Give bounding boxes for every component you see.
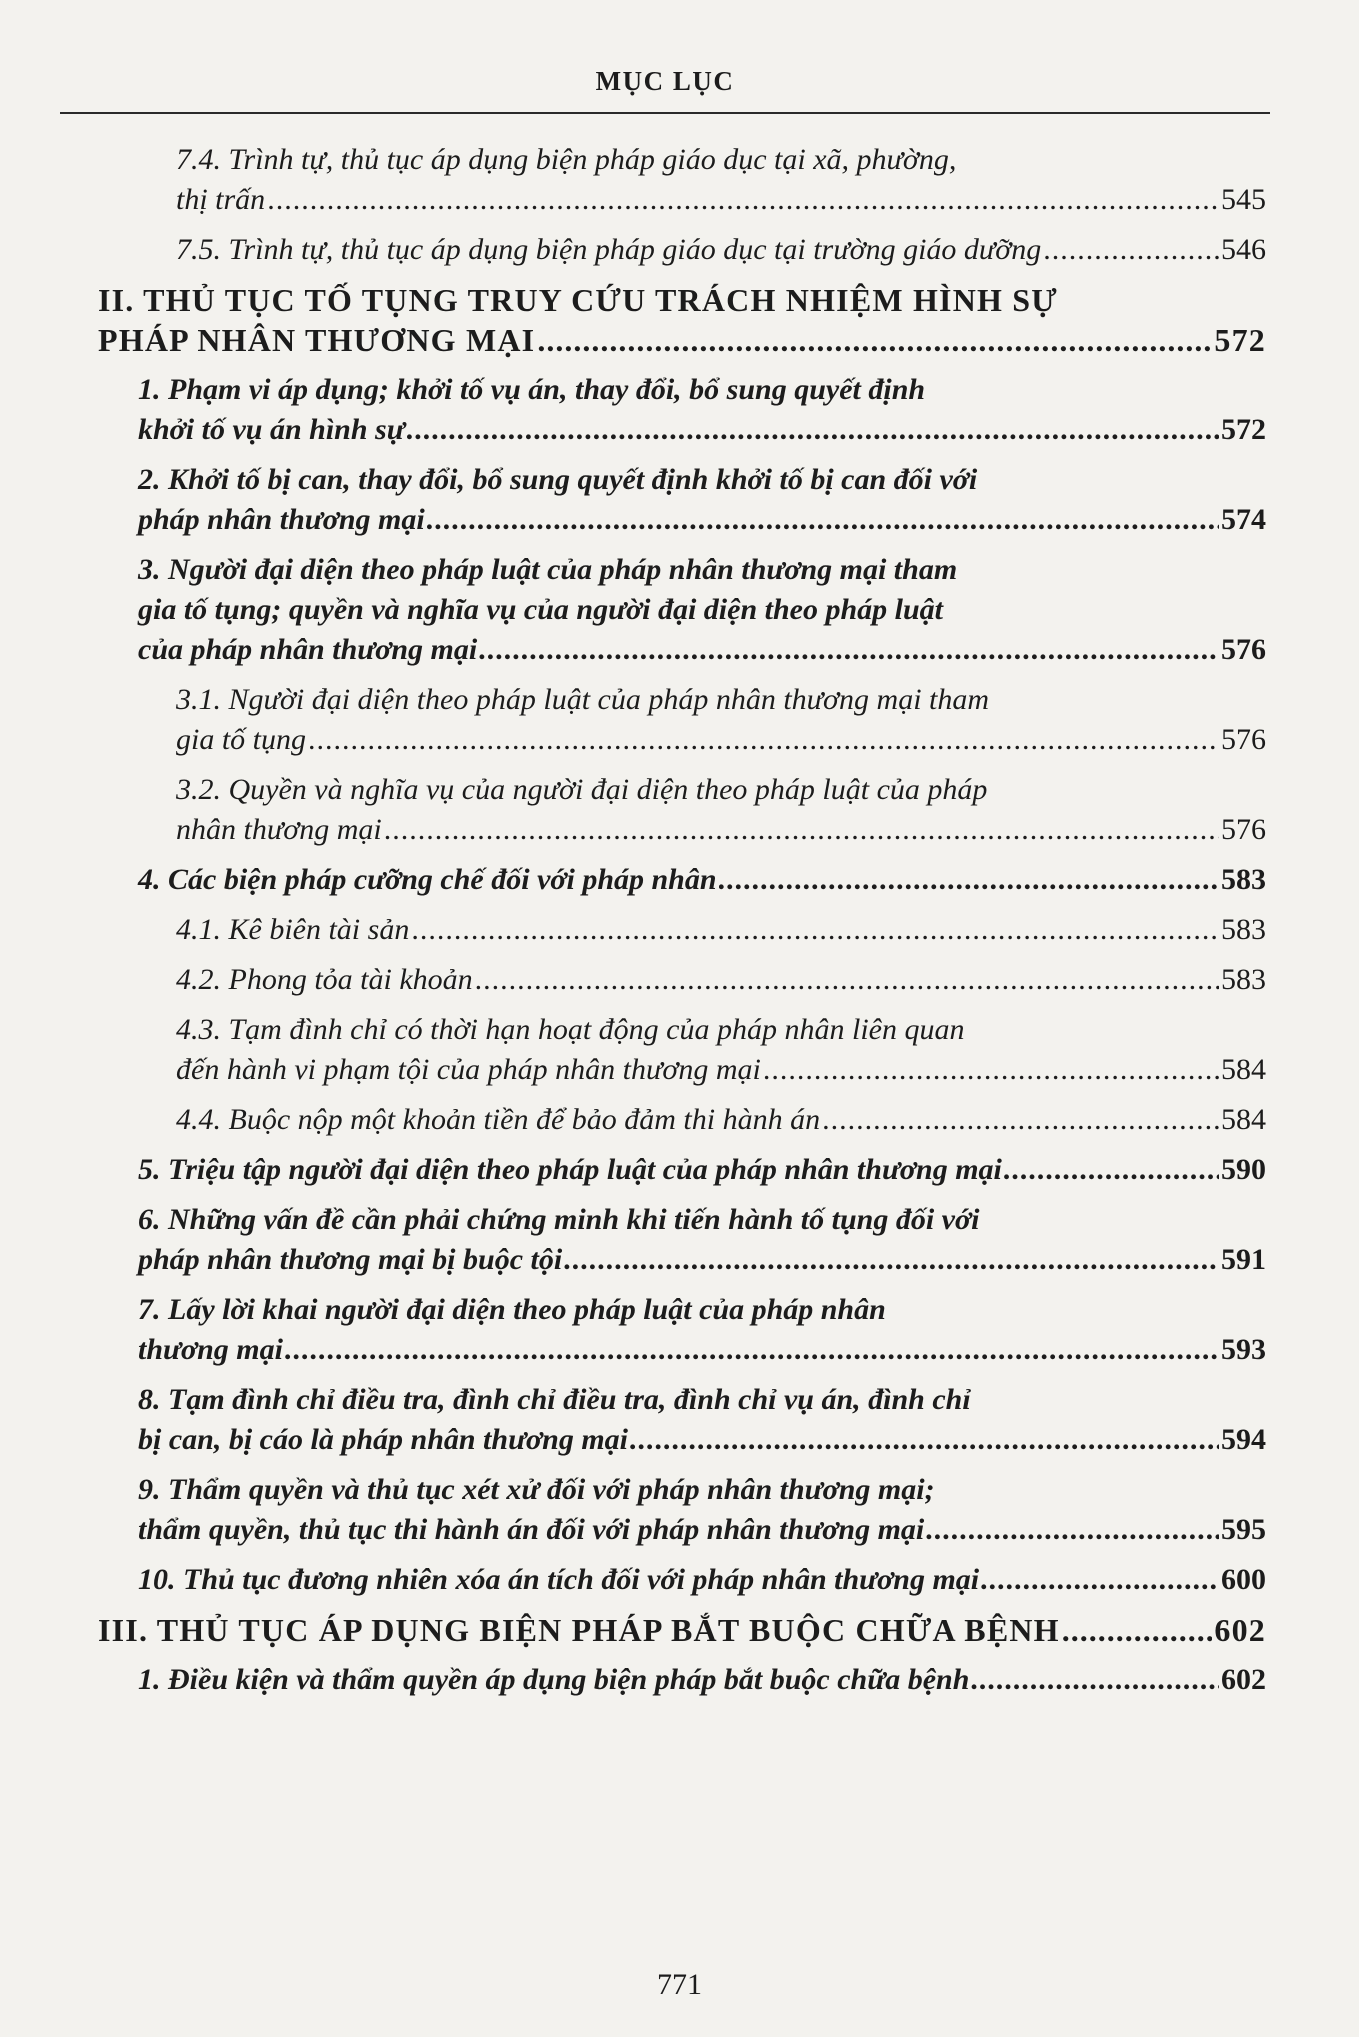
toc-entry-title: pháp nhân thương mại: [138, 503, 425, 536]
toc-entry-last-line: [176, 180, 1266, 220]
toc-page-number: 583: [1221, 863, 1266, 896]
toc-entry-title: thị trấn: [176, 183, 266, 216]
toc-entry-last-line: [138, 410, 1266, 450]
toc-entry-last-line: [138, 1240, 1266, 1280]
toc-entry-last-line: [176, 1100, 1266, 1140]
toc-page-number: 600: [1221, 1563, 1266, 1596]
toc-entry-last-line: [176, 960, 1266, 1000]
toc-page-number: 576: [1221, 633, 1266, 666]
toc-page-number: 602: [1214, 1612, 1266, 1648]
toc-entry-title: 5. Triệu tập người đại diện theo pháp luật của pháp nhân thương mại: [138, 1153, 1002, 1186]
toc-entry-line: 8. Tạm đình chỉ điều tra, đình chỉ điều tra, đình chỉ vụ án, đình chỉ: [138, 1383, 971, 1416]
toc-entry[interactable]: [98, 1010, 1266, 1090]
toc-entry-last-line: [138, 860, 1266, 900]
leader-dots: [822, 1100, 1219, 1140]
toc-page-number: 545: [1221, 183, 1266, 216]
toc-entry-line: 7. Lấy lời khai người đại diện theo pháp luật của pháp nhân: [138, 1293, 886, 1326]
toc-page-number: 584: [1221, 1053, 1266, 1086]
toc-entry-line: 6. Những vấn đề cần phải chứng minh khi tiến hành tố tụng đối với: [138, 1203, 980, 1236]
toc-entry-title: 4.1. Kê biên tài sản: [176, 913, 410, 946]
toc-entry-title: III. THỦ TỤC ÁP DỤNG BIỆN PHÁP BẮT BUỘC CHỮA BỆNH: [98, 1612, 1060, 1648]
toc-entry-last-line: [176, 910, 1266, 950]
toc-entry-line: 3.1. Người đại diện theo pháp luật của pháp nhân thương mại tham: [176, 683, 990, 716]
toc-entry[interactable]: [98, 370, 1266, 450]
leader-dots: [384, 810, 1219, 850]
toc-entry-title: PHÁP NHÂN THƯƠNG MẠI: [98, 322, 536, 358]
leader-dots: [427, 500, 1219, 540]
toc-page-number: 584: [1221, 1103, 1266, 1136]
toc-page-number: 593: [1221, 1333, 1266, 1366]
toc-entry-title: nhân thương mại: [176, 813, 382, 846]
toc-entry[interactable]: [98, 1660, 1266, 1700]
toc-entry-last-line: [138, 1560, 1266, 1600]
toc-entry[interactable]: [98, 460, 1266, 540]
toc-page-number: 576: [1221, 723, 1266, 756]
leader-dots: [267, 180, 1219, 220]
toc-entry-title: 1. Điều kiện và thẩm quyền áp dụng biện pháp bắt buộc chữa bệnh: [138, 1663, 970, 1696]
toc-entry-last-line: [138, 500, 1266, 540]
toc-entry-title: 4.2. Phong tỏa tài khoản: [176, 963, 473, 996]
toc-page-number: 546: [1221, 233, 1266, 266]
leader-dots: [926, 1510, 1219, 1550]
leader-dots: [537, 320, 1212, 360]
toc-entry-line: II. THỦ TỤC TỐ TỤNG TRUY CỨU TRÁCH NHIỆM HÌNH SỰ: [98, 282, 1058, 318]
toc-page-number: 572: [1221, 413, 1266, 446]
running-header: [60, 60, 1270, 114]
toc-entry-last-line: [98, 320, 1266, 360]
toc-entry-line: 7.4. Trình tự, thủ tục áp dụng biện pháp giáo dục tại xã, phường,: [176, 143, 957, 176]
toc-entry-last-line: [138, 1330, 1266, 1370]
toc-entry-title: 4. Các biện pháp cưỡng chế đối với pháp nhân: [138, 863, 717, 896]
toc-entry-title: 10. Thủ tục đương nhiên xóa án tích đối với pháp nhân thương mại: [138, 1563, 980, 1596]
toc-entry-title: khởi tố vụ án hình sự: [138, 413, 405, 446]
toc-entry[interactable]: [98, 1470, 1266, 1550]
toc-entry-title: của pháp nhân thương mại: [138, 633, 478, 666]
leader-dots: [1062, 1610, 1213, 1650]
toc-entry[interactable]: [98, 1380, 1266, 1460]
toc-entry-title: thương mại: [138, 1333, 283, 1366]
toc-entry-title: bị can, bị cáo là pháp nhân thương mại: [138, 1423, 629, 1456]
toc-entry-line: gia tố tụng; quyền và nghĩa vụ của người đại diện theo pháp luật: [138, 593, 944, 626]
toc-entry-last-line: [138, 1660, 1266, 1700]
toc-page-number: 591: [1221, 1243, 1266, 1276]
toc-page-number: 572: [1214, 322, 1266, 358]
toc-entry-title: gia tố tụng: [176, 723, 307, 756]
toc-entry[interactable]: [98, 1150, 1266, 1190]
header-title: MỤC LỤC: [595, 66, 735, 96]
toc-entry[interactable]: [98, 140, 1266, 220]
toc-entry-last-line: [176, 230, 1266, 270]
toc-entry-line: 3.2. Quyền và nghĩa vụ của người đại diện theo pháp luật của pháp: [176, 773, 988, 806]
toc-entry[interactable]: [98, 770, 1266, 850]
toc-page-number: 594: [1221, 1423, 1266, 1456]
toc-entry-title: đến hành vi phạm tội của pháp nhân thương mại: [176, 1053, 761, 1086]
leader-dots: [479, 630, 1219, 670]
toc-page-number: 602: [1221, 1663, 1266, 1696]
toc-entry[interactable]: [98, 1610, 1266, 1650]
toc-page-number: 574: [1221, 503, 1266, 536]
toc-entry-line: 9. Thẩm quyền và thủ tục xét xử đối với pháp nhân thương mại;: [138, 1473, 935, 1506]
toc-entry[interactable]: [98, 280, 1266, 360]
toc-entry-line: 4.3. Tạm đình chỉ có thời hạn hoạt động của pháp nhân liên quan: [176, 1013, 965, 1046]
toc-entry-last-line: [138, 1420, 1266, 1460]
leader-dots: [407, 410, 1219, 450]
toc-entry-last-line: [98, 1610, 1266, 1650]
leader-dots: [1004, 1150, 1219, 1190]
toc-entry[interactable]: [98, 680, 1266, 760]
toc-entry-line: 1. Phạm vi áp dụng; khởi tố vụ án, thay đổi, bổ sung quyết định: [138, 373, 926, 406]
toc-entry[interactable]: [98, 550, 1266, 670]
toc-page-number: 583: [1221, 963, 1266, 996]
toc-entry-last-line: [138, 1150, 1266, 1190]
toc-entry-last-line: [176, 1050, 1266, 1090]
leader-dots: [719, 860, 1219, 900]
leader-dots: [1043, 230, 1219, 270]
leader-dots: [763, 1050, 1219, 1090]
toc-entry[interactable]: [98, 1200, 1266, 1280]
toc-entry-title: 4.4. Buộc nộp một khoản tiền để bảo đảm thi hành án: [176, 1103, 821, 1136]
toc-entry[interactable]: [98, 860, 1266, 900]
toc-entry-last-line: [176, 810, 1266, 850]
leader-dots: [411, 910, 1219, 950]
toc-entry[interactable]: [98, 1560, 1266, 1600]
toc-entry-title: 7.5. Trình tự, thủ tục áp dụng biện pháp giáo dục tại trường giáo dưỡng: [176, 233, 1042, 266]
leader-dots: [308, 720, 1219, 760]
toc-entry[interactable]: [98, 230, 1266, 270]
leader-dots: [475, 960, 1219, 1000]
toc-entry-title: thẩm quyền, thủ tục thi hành án đối với pháp nhân thương mại: [138, 1513, 925, 1546]
toc-entry-title: pháp nhân thương mại bị buộc tội: [138, 1243, 563, 1276]
toc-entry[interactable]: [98, 1290, 1266, 1370]
toc-entry-last-line: [138, 630, 1266, 670]
toc-entry-last-line: [138, 1510, 1266, 1550]
toc-entry[interactable]: [98, 960, 1266, 1000]
leader-dots: [981, 1560, 1219, 1600]
toc-entry-line: 3. Người đại diện theo pháp luật của pháp nhân thương mại tham: [138, 553, 958, 586]
toc-entry[interactable]: [98, 910, 1266, 950]
leader-dots: [564, 1240, 1219, 1280]
toc-page-number: 576: [1221, 813, 1266, 846]
toc-page-number: 590: [1221, 1153, 1266, 1186]
leader-dots: [630, 1420, 1219, 1460]
toc-entry-line: 2. Khởi tố bị can, thay đổi, bổ sung quyết định khởi tố bị can đối với: [138, 463, 978, 496]
leader-dots: [971, 1660, 1219, 1700]
leader-dots: [285, 1330, 1219, 1370]
toc-page-number: 583: [1221, 913, 1266, 946]
toc-entry-last-line: [176, 720, 1266, 760]
page-number: 771: [657, 1968, 702, 2001]
table-of-contents: [98, 140, 1266, 1710]
toc-entry[interactable]: [98, 1100, 1266, 1140]
toc-page-number: 595: [1221, 1513, 1266, 1546]
